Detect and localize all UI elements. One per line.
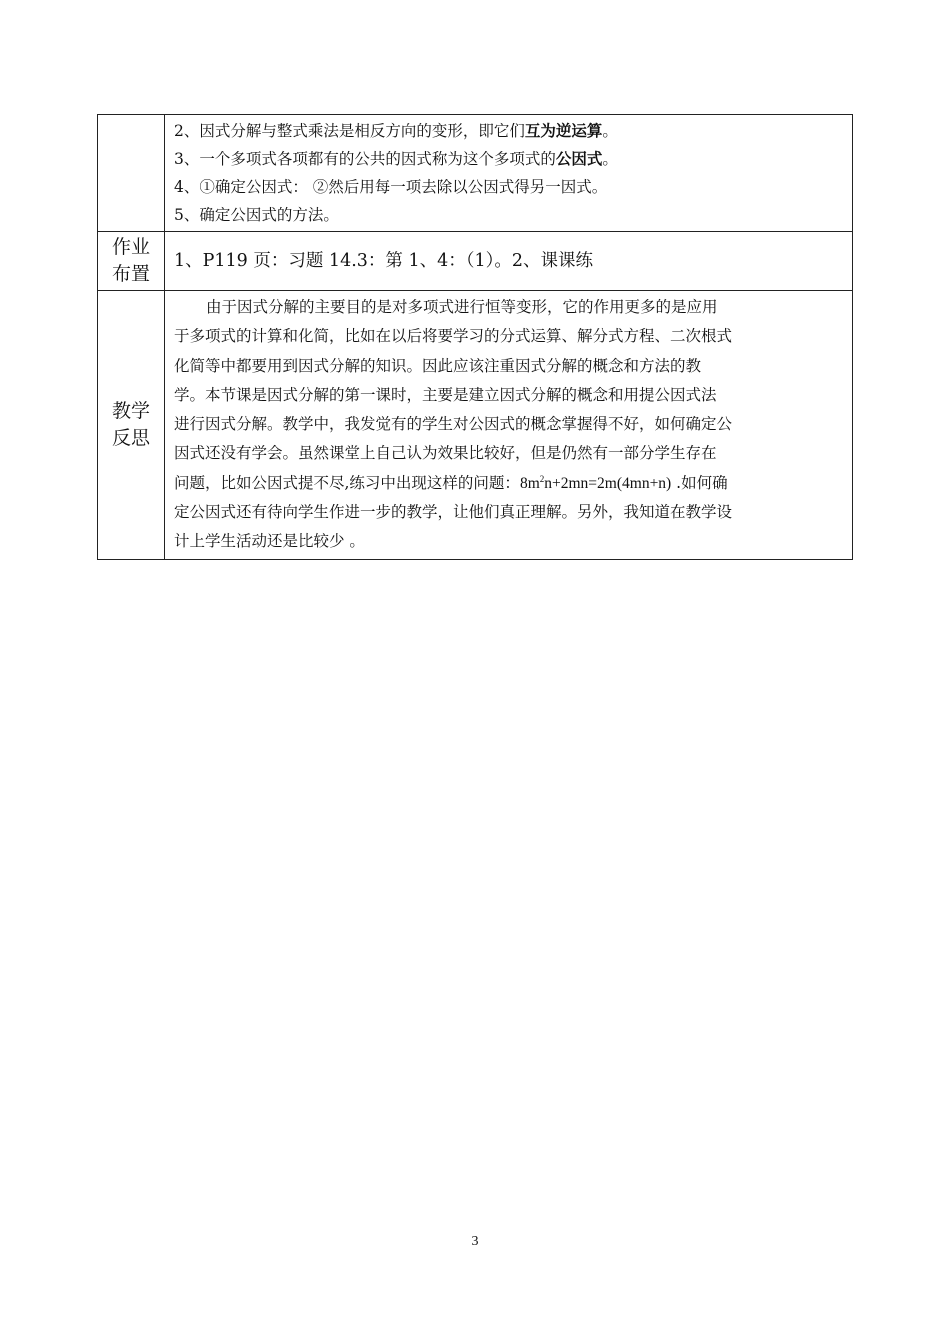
reflection-label-cell bbox=[98, 291, 165, 560]
summary-item-3-text: 3、一个多项式各项都有的公共的因式称为这个多项式的 bbox=[174, 150, 556, 168]
reflection-line-7-text: 问题，比如公因式提不尽,练习中出现这样的问题： bbox=[174, 473, 520, 492]
homework-row bbox=[98, 232, 853, 291]
page-number: 3 bbox=[471, 1234, 479, 1249]
summary-item-2-bold: 互为逆运算 bbox=[524, 122, 603, 140]
summary-item-2-end: 。 bbox=[602, 122, 618, 140]
lesson-plan-table bbox=[97, 114, 853, 560]
summary-label-cell bbox=[98, 115, 165, 232]
reflection-line-5: 进行因式分解。教学中，我发觉有的学生对公因式的概念掌握得不好，如何确定公 bbox=[174, 415, 733, 434]
summary-row bbox=[98, 115, 853, 232]
reflection-line-3: 化简等中都要用到因式分解的知识。因此应该注重因式分解的概念和方法的教 bbox=[174, 356, 702, 375]
reflection-line-2: 于多项式的计算和化简，比如在以后将要学习的分式运算、解分式方程、二次根式 bbox=[174, 327, 733, 346]
factoring-formula bbox=[520, 475, 671, 492]
formula-part-b: n+2mn=2m(4mn+n) bbox=[544, 474, 672, 492]
formula-part-a: 8m bbox=[519, 474, 540, 492]
reflection-content-cell bbox=[165, 291, 853, 560]
summary-item-5: 5、确定公因式的方法。 bbox=[174, 206, 339, 224]
summary-item-3-end: 。 bbox=[602, 150, 618, 168]
reflection-line-6: 因式还没有学会。虽然课堂上自己认为效果比较好，但是仍然有一部分学生存在 bbox=[174, 444, 717, 463]
homework-label-line-1: 作业 bbox=[111, 236, 150, 258]
summary-item-3 bbox=[174, 145, 844, 173]
summary-item-2-text: 2、因式分解与整式乘法是相反方向的变形，即它们 bbox=[174, 122, 525, 140]
homework-text: 1、P119 页：习题 14.3：第 1、4：（1）。2、课课练 bbox=[174, 251, 593, 271]
homework-label-cell bbox=[98, 232, 165, 291]
summary-item-2 bbox=[174, 117, 844, 145]
reflection-line-9: 计上学生活动还是比较少 。 bbox=[174, 532, 365, 551]
reflection-line-8: 定公因式还有待向学生作进一步的教学，让他们真正理解。另外，我知道在教学设 bbox=[174, 503, 733, 522]
reflection-row bbox=[98, 291, 853, 560]
reflection-line-7 bbox=[174, 469, 844, 498]
reflection-line-7-end: .如何确 bbox=[671, 473, 728, 492]
summary-item-3-bold: 公因式 bbox=[555, 150, 603, 168]
reflection-label-line-1: 教学 bbox=[111, 399, 150, 422]
homework-content-cell bbox=[165, 232, 853, 291]
reflection-label-line-2: 反思 bbox=[111, 426, 150, 449]
homework-label-line-2: 布置 bbox=[111, 263, 150, 285]
summary-item-4: 4、①确定公因式： ②然后用每一项去除以公因式得另一因式。 bbox=[174, 178, 608, 196]
reflection-line-4: 学。本节课是因式分解的第一课时，主要是建立因式分解的概念和用提公因式法 bbox=[174, 385, 717, 404]
reflection-line-1: 由于因式分解的主要目的是对多项式进行恒等变形，它的作用更多的是应用 bbox=[206, 298, 718, 316]
formula-exponent: 2 bbox=[539, 473, 545, 484]
summary-content-cell bbox=[165, 115, 853, 232]
